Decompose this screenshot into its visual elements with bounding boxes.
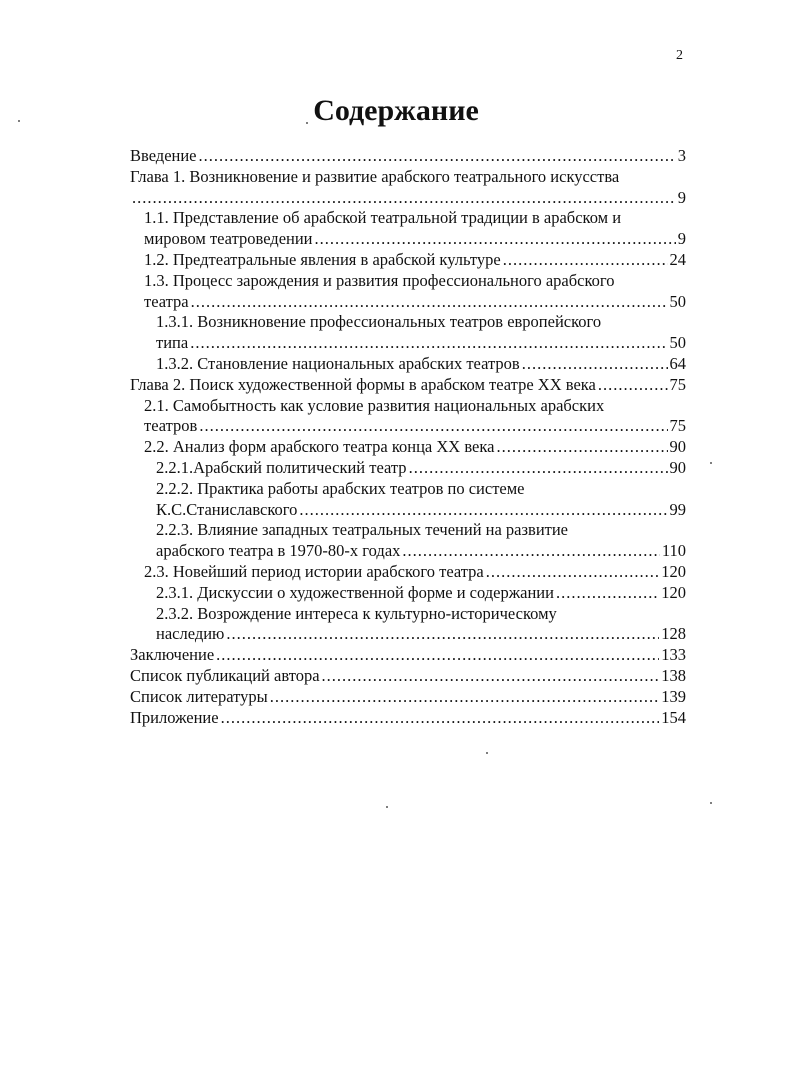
- toc-entry[interactable]: [130, 437, 686, 458]
- leader-dots: [598, 375, 668, 396]
- toc-page-number: 110: [661, 541, 686, 561]
- leader-dots: [270, 687, 660, 708]
- toc-entry-title: наследию: [156, 624, 225, 644]
- toc-entry[interactable]: [130, 312, 686, 354]
- toc-entry-title: Глава 2. Поиск художественной формы в арабском театре XX века: [130, 374, 596, 394]
- toc-entry[interactable]: [130, 271, 686, 313]
- toc-page-number: 139: [661, 686, 686, 706]
- leader-dots: [322, 666, 660, 687]
- toc-page-number: 50: [669, 291, 686, 311]
- leader-dots: [503, 250, 668, 271]
- toc-entry[interactable]: [130, 687, 686, 708]
- toc-entry-title: Список литературы: [130, 686, 268, 706]
- toc-page-number: 138: [661, 665, 686, 685]
- toc-entry-title: К.С.Станиславского: [156, 499, 298, 519]
- toc-entry[interactable]: [130, 666, 686, 687]
- toc-entry[interactable]: [130, 146, 686, 167]
- toc-page-number: 9: [677, 187, 686, 207]
- toc-entry[interactable]: [130, 479, 686, 521]
- toc-entry-title: 2.2.3. Влияние западных театральных течений на развитие: [156, 520, 569, 540]
- toc-entry[interactable]: [130, 604, 686, 646]
- toc-entry-title: Приложение: [130, 707, 219, 727]
- toc-entry-title: Введение: [130, 146, 197, 165]
- leader-dots: [402, 541, 659, 562]
- toc-entry[interactable]: [130, 375, 686, 396]
- leader-dots: [199, 146, 676, 167]
- toc-entry-title: 2.2.2. Практика работы арабских театров по системе: [156, 478, 525, 498]
- toc-page-number: 50: [669, 333, 686, 353]
- toc-page-number: 9: [677, 229, 686, 249]
- toc-page-number: 133: [661, 645, 686, 665]
- toc-page-number: 90: [669, 437, 686, 457]
- leader-dots: [226, 624, 659, 645]
- leader-dots: [486, 562, 660, 583]
- toc-entry-title: Заключение: [130, 645, 215, 665]
- toc-entry-title: 2.2.1.Арабский политический театр: [156, 457, 407, 477]
- toc-entry[interactable]: [130, 708, 686, 729]
- toc-entry-title: 1.3.1. Возникновение профессиональных театров европейского: [156, 312, 602, 332]
- toc-entry[interactable]: [130, 396, 686, 438]
- leader-dots: [221, 708, 660, 729]
- toc-entry[interactable]: [130, 458, 686, 479]
- toc-page-number: 154: [661, 707, 686, 727]
- toc-page-number: 75: [669, 374, 686, 394]
- toc-entry-title: 1.1. Представление об арабской театральной традиции в арабском и: [144, 208, 622, 228]
- toc-entry[interactable]: [130, 645, 686, 666]
- leader-dots: [556, 583, 659, 604]
- leader-dots: [299, 500, 667, 521]
- leader-dots: [496, 437, 667, 458]
- toc-entry-title: Глава 1. Возникновение и развитие арабского театрального искусства: [130, 166, 620, 186]
- toc-page-number: 120: [661, 582, 686, 602]
- page-number: 2: [676, 48, 683, 63]
- toc-entry-title: 2.2. Анализ форм арабского театра конца XX века: [144, 437, 495, 457]
- toc-entry-title: типа: [156, 333, 189, 353]
- leader-dots: [315, 229, 676, 250]
- toc-entry-title: 2.3.1. Дискуссии о художественной форме и содержании: [156, 582, 554, 602]
- toc-entry[interactable]: [130, 208, 686, 250]
- toc-entry-title: мировом театроведении: [144, 229, 313, 249]
- toc-entry[interactable]: [130, 167, 686, 209]
- toc-entry-title: 1.2. Предтеатральные явления в арабской культуре: [144, 249, 501, 269]
- leader-dots: [191, 292, 668, 313]
- toc-entry-title: 2.1. Самобытность как условие развития национальных арабских: [144, 395, 605, 415]
- leader-dots: [522, 354, 668, 375]
- toc-entry-title: театров: [144, 416, 198, 436]
- toc-page-number: 24: [669, 249, 686, 269]
- toc-page-number: 75: [669, 416, 686, 436]
- toc-entry[interactable]: [130, 354, 686, 375]
- toc-entry-title: 1.3.2. Становление национальных арабских театров: [156, 353, 520, 373]
- toc-entry-title: театра: [144, 291, 189, 311]
- toc-page-number: 120: [661, 561, 686, 581]
- leader-dots: [216, 645, 659, 666]
- toc-entry-title: Список публикаций автора: [130, 665, 320, 685]
- toc-page-number: 64: [669, 353, 686, 373]
- leader-dots: [190, 333, 667, 354]
- leader-dots: [199, 416, 667, 437]
- toc-entry[interactable]: [130, 520, 686, 562]
- toc-page-number: 90: [669, 457, 686, 477]
- toc-entry-title: 1.3. Процесс зарождения и развития профессионального арабского: [144, 270, 615, 290]
- toc-entry[interactable]: [130, 250, 686, 271]
- toc-entry-title: 2.3. Новейший период истории арабского театра: [144, 561, 484, 581]
- leader-dots: [409, 458, 668, 479]
- leader-dots: [132, 188, 676, 209]
- page-title: Содержание: [313, 94, 479, 127]
- table-of-contents: [130, 146, 686, 728]
- toc-entry[interactable]: [130, 562, 686, 583]
- toc-page-number: 128: [661, 624, 686, 644]
- toc-page-number: 3: [677, 146, 686, 165]
- toc-page-number: 99: [669, 499, 686, 519]
- toc-entry[interactable]: [130, 583, 686, 604]
- toc-entry-title: 2.3.2. Возрождение интереса к культурно-историческому: [156, 603, 557, 623]
- toc-entry-title: арабского театра в 1970-80-х годах: [156, 541, 401, 561]
